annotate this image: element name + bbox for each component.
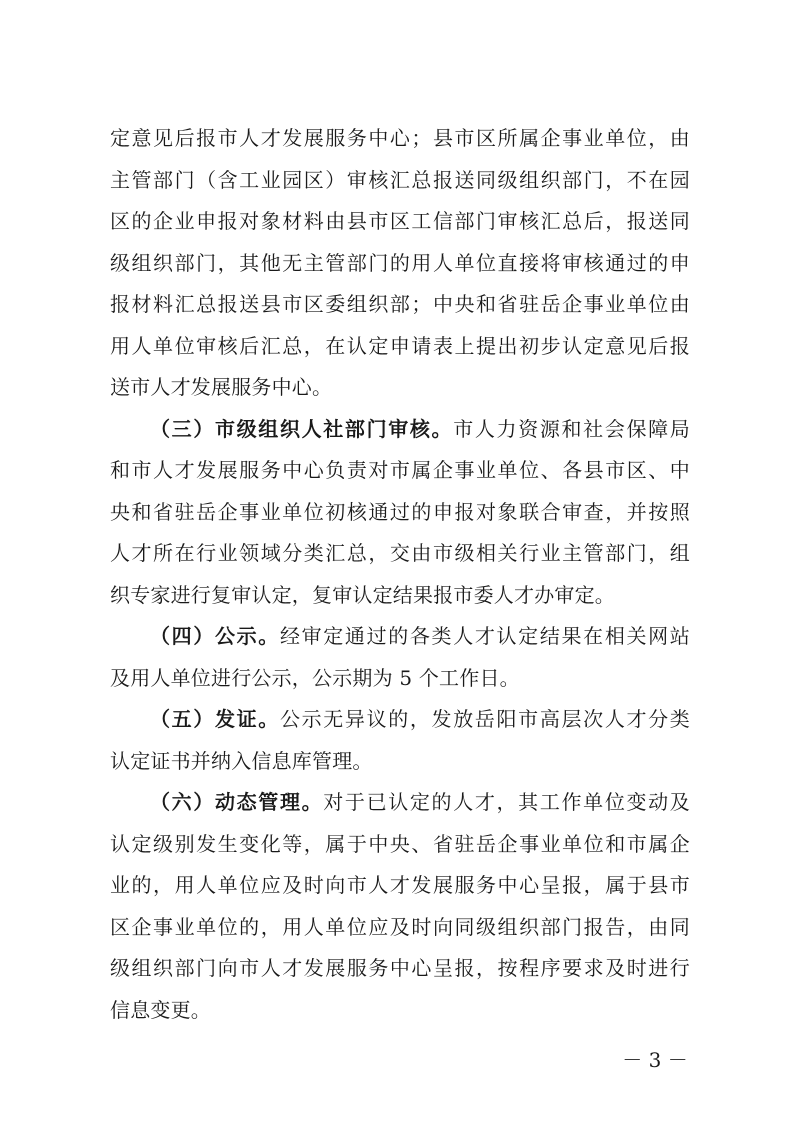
section-3-first-line: （三）市级组织人社部门审核。市人力资源和社会保障局 (150, 416, 690, 441)
text-line: 定意见后报市人才发展服务中心；县市区所属企事业单位，由 (110, 126, 690, 150)
section-5-heading: （五）发证。 (150, 707, 280, 731)
text-line: 区企事业单位的，用人单位应及时向同级组织部门报告，由同 (110, 914, 690, 939)
text-line: 信息变更。 (110, 997, 211, 1022)
text-line: 及用人单位进行公示，公示期为 5 个工作日。 (110, 665, 520, 690)
text-line: 送市人才发展服务中心。 (110, 375, 333, 399)
text-line: 主管部门（含工业园区）审核汇总报送同级组织部门，不在园 (110, 167, 690, 192)
text-line: 业的，用人单位应及时向市人才发展服务中心呈报，属于县市 (110, 873, 690, 897)
text-line: 织专家进行复审认定，复审认定结果报市委人才办审定。 (110, 582, 615, 607)
text-line: 报材料汇总报送县市区委组织部；中央和省驻岳企事业单位由 (110, 292, 690, 316)
text-line: 级组织部门向市人才发展服务中心呈报，按程序要求及时进行 (110, 956, 690, 980)
section-4-first-line: （四）公示。经审定通过的各类人才认定结果在相关网站 (150, 624, 690, 648)
text-line: 认定级别发生变化等，属于中央、省驻岳企事业单位和市属企 (110, 831, 690, 856)
section-3-heading: （三）市级组织人社部门审核。 (150, 416, 454, 441)
text-line: 人才所在行业领域分类汇总，交由市级相关行业主管部门，组 (110, 541, 690, 565)
page-number: － 3 － (622, 1048, 688, 1072)
section-6-heading: （六）动态管理。 (150, 790, 324, 814)
text-line: 区的企业申报对象材料由县市区工信部门审核汇总后，报送同 (110, 209, 690, 233)
text-line: 央和省驻岳企事业单位初核通过的申报对象联合审查，并按照 (110, 499, 690, 524)
text-line: 级组织部门，其他无主管部门的用人单位直接将审核通过的申 (110, 250, 690, 275)
body-text (110, 118, 690, 1031)
text-line: 认定证书并纳入信息库管理。 (110, 748, 373, 773)
text-line: 和市人才发展服务中心负责对市属企事业单位、各县市区、中 (110, 458, 690, 482)
section-4-heading: （四）公示。 (150, 624, 280, 648)
section-6-first-line: （六）动态管理。对于已认定的人才，其工作单位变动及 (150, 790, 690, 814)
text-line: 用人单位审核后汇总，在认定申请表上提出初步认定意见后报 (110, 333, 690, 358)
section-5-first-line: （五）发证。公示无异议的，发放岳阳市高层次人才分类 (150, 707, 690, 731)
